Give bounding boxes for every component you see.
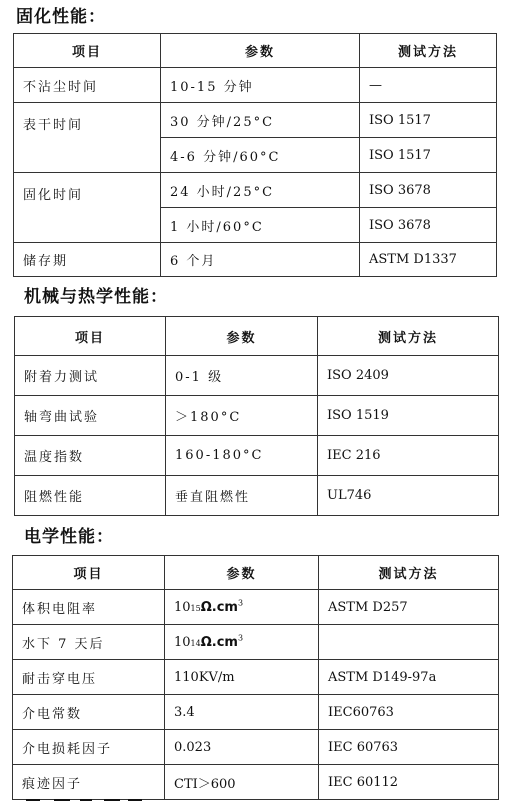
header-item: 项目 bbox=[13, 556, 165, 590]
method-cell: IEC60763 bbox=[319, 695, 499, 730]
table-header-row bbox=[13, 556, 499, 590]
table-row bbox=[15, 396, 499, 436]
method-cell: UL746 bbox=[318, 476, 499, 516]
param-cell: 1 小时/60°C bbox=[161, 208, 360, 243]
table-row bbox=[13, 765, 499, 800]
header-param: 参数 bbox=[165, 556, 319, 590]
method-cell: IEC 60763 bbox=[319, 730, 499, 765]
param-cell: 160-180°C bbox=[166, 436, 318, 476]
param-cell: CTI＞600 bbox=[165, 765, 319, 800]
param-unit-sup: 3 bbox=[237, 633, 244, 643]
item-cell: 水下 7 天后 bbox=[13, 625, 165, 660]
table-header-row bbox=[14, 34, 497, 68]
method-cell: — bbox=[360, 68, 497, 103]
cutoff-heading-fragment bbox=[24, 799, 154, 807]
param-cell: 3.4 bbox=[165, 695, 319, 730]
item-cell: 不沾尘时间 bbox=[14, 68, 161, 103]
item-cell: 附着力测试 bbox=[15, 356, 166, 396]
param-base: 10 bbox=[174, 634, 191, 650]
header-item: 项目 bbox=[14, 34, 161, 68]
table-row bbox=[14, 103, 497, 138]
param-cell: 4-6 分钟/60°C bbox=[161, 138, 360, 173]
param-cell: 30 分钟/25°C bbox=[161, 103, 360, 138]
header-method: 测试方法 bbox=[318, 317, 499, 356]
method-cell: IEC 216 bbox=[318, 436, 499, 476]
table-row bbox=[14, 243, 497, 277]
param-cell: ＞180°C bbox=[166, 396, 318, 436]
curing-table bbox=[13, 33, 497, 277]
item-cell: 表干时间 bbox=[14, 103, 161, 173]
param-cell bbox=[165, 625, 319, 660]
param-cell: 垂直阻燃性 bbox=[166, 476, 318, 516]
method-cell: IEC 60112 bbox=[319, 765, 499, 800]
table-header-row bbox=[15, 317, 499, 356]
item-cell: 介电损耗因子 bbox=[13, 730, 165, 765]
item-cell: 体积电阻率 bbox=[13, 590, 165, 625]
method-cell: ISO 1519 bbox=[318, 396, 499, 436]
header-item: 项目 bbox=[15, 317, 166, 356]
table-row bbox=[13, 695, 499, 730]
item-cell: 温度指数 bbox=[15, 436, 166, 476]
param-exponent: 15 bbox=[190, 603, 201, 613]
param-cell: 110KV/m bbox=[165, 660, 319, 695]
table-row bbox=[13, 730, 499, 765]
method-cell bbox=[319, 625, 499, 660]
param-cell: 24 小时/25°C bbox=[161, 173, 360, 208]
section-title-mechanical: 机械与热学性能： bbox=[24, 287, 168, 307]
table-row bbox=[14, 68, 497, 103]
method-cell: ASTM D1337 bbox=[360, 243, 497, 277]
header-param: 参数 bbox=[166, 317, 318, 356]
method-cell: ASTM D257 bbox=[319, 590, 499, 625]
method-cell: ISO 1517 bbox=[360, 138, 497, 173]
table-row bbox=[13, 590, 499, 625]
electrical-table bbox=[12, 555, 499, 800]
header-param: 参数 bbox=[161, 34, 360, 68]
param-unit: Ω.cm bbox=[200, 634, 238, 650]
table-row bbox=[15, 436, 499, 476]
section-title-curing: 固化性能： bbox=[16, 7, 106, 27]
table-row bbox=[15, 356, 499, 396]
table-row bbox=[15, 476, 499, 516]
param-cell: 6 个月 bbox=[161, 243, 360, 277]
item-cell: 轴弯曲试验 bbox=[15, 396, 166, 436]
item-cell: 耐击穿电压 bbox=[13, 660, 165, 695]
item-cell: 储存期 bbox=[14, 243, 161, 277]
param-exponent: 14 bbox=[190, 638, 201, 648]
header-method: 测试方法 bbox=[360, 34, 497, 68]
method-cell: ISO 1517 bbox=[360, 103, 497, 138]
item-cell: 阻燃性能 bbox=[15, 476, 166, 516]
param-base: 10 bbox=[174, 599, 191, 615]
param-cell: 0-1 级 bbox=[166, 356, 318, 396]
table-row bbox=[14, 173, 497, 208]
method-cell: ISO 2409 bbox=[318, 356, 499, 396]
item-cell: 固化时间 bbox=[14, 173, 161, 243]
method-cell: ASTM D149-97a bbox=[319, 660, 499, 695]
method-cell: ISO 3678 bbox=[360, 208, 497, 243]
section-title-electrical: 电学性能： bbox=[24, 527, 114, 547]
mechanical-table bbox=[14, 316, 499, 516]
param-cell bbox=[165, 590, 319, 625]
item-cell: 介电常数 bbox=[13, 695, 165, 730]
param-unit-sup: 3 bbox=[237, 598, 244, 608]
param-cell: 10-15 分钟 bbox=[161, 68, 360, 103]
table-row bbox=[13, 660, 499, 695]
item-cell: 痕迹因子 bbox=[13, 765, 165, 800]
param-cell: 0.023 bbox=[165, 730, 319, 765]
header-method: 测试方法 bbox=[319, 556, 499, 590]
param-unit: Ω.cm bbox=[200, 599, 238, 615]
table-row bbox=[13, 625, 499, 660]
method-cell: ISO 3678 bbox=[360, 173, 497, 208]
